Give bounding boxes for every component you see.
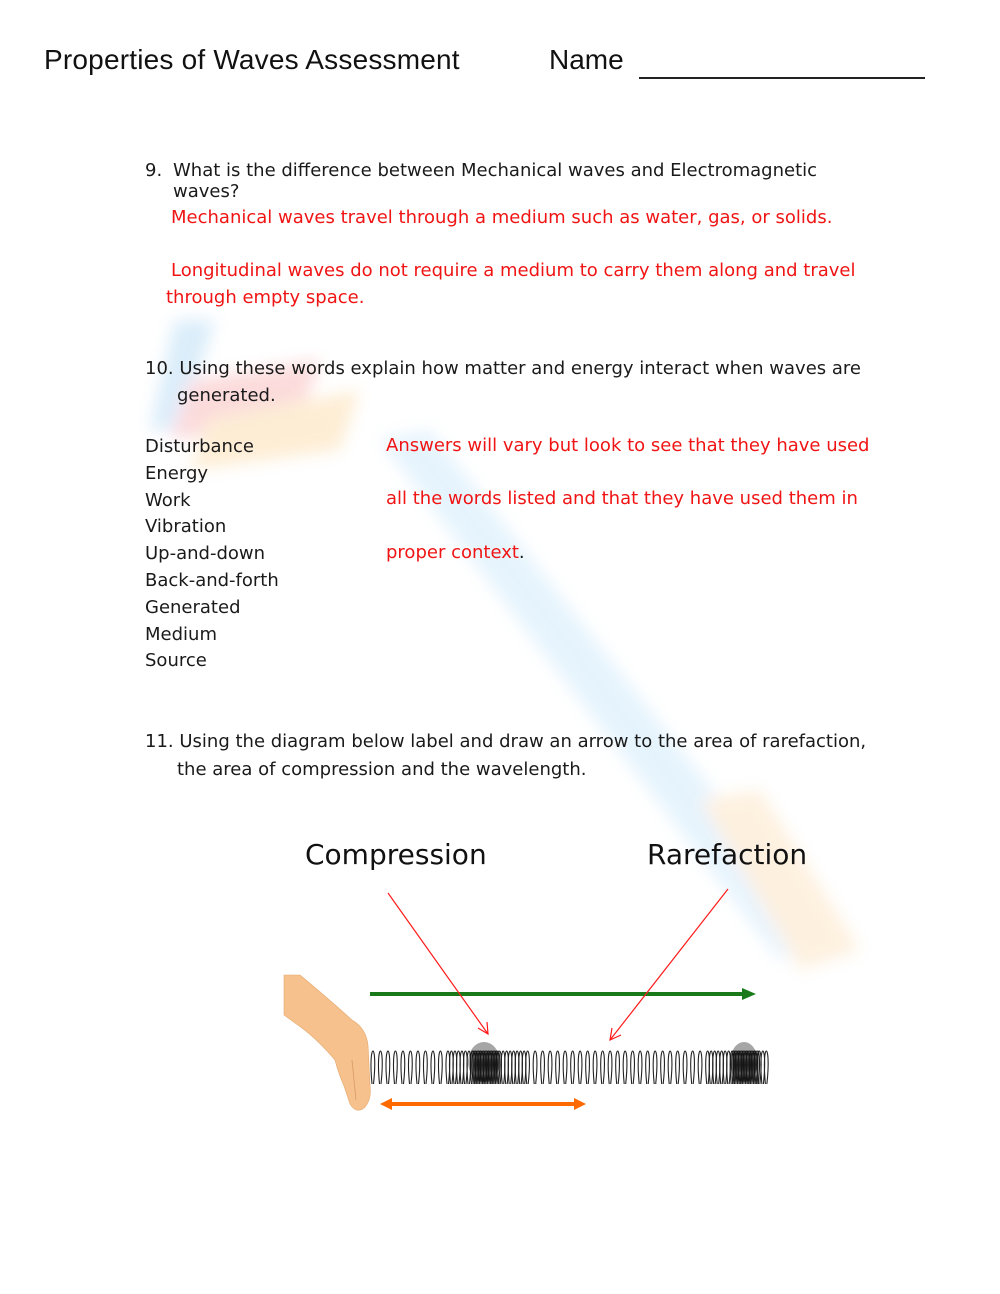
question-text: What is the difference between Mechanical waves and Electromagnetic	[173, 160, 818, 181]
question-number: 11.	[145, 731, 174, 752]
rarefaction-pointer-arrow	[610, 889, 728, 1040]
compression-zone	[730, 1042, 758, 1082]
answer-period: .	[518, 542, 525, 563]
answer-9-line-2: Longitudinal waves do not require a medium to carry them along and travel	[171, 260, 856, 281]
answer-9-line-1: Mechanical waves travel through a medium such as water, gas, or solids.	[171, 207, 833, 228]
word-item: Work	[145, 489, 191, 511]
question-text: Using these words explain how matter and energy interact when waves are	[179, 358, 861, 379]
word-item: Medium	[145, 623, 217, 645]
word-item: Energy	[145, 462, 209, 484]
compression-zone	[468, 1042, 500, 1082]
word-item: Vibration	[145, 516, 227, 538]
word-item: Disturbance	[145, 436, 254, 457]
question-text-continued: generated.	[177, 385, 276, 406]
question-number: 9.	[145, 160, 163, 181]
rarefaction-label: Rarefaction	[647, 838, 808, 871]
page-title: Properties of Waves Assessment	[44, 44, 460, 75]
word-item: Source	[145, 650, 207, 672]
question-text: Using the diagram below label and draw an arrow to the area of rarefaction,	[179, 731, 867, 752]
question-text-continued: waves?	[173, 181, 240, 202]
question-number: 10.	[145, 358, 174, 379]
word-item: Back-and-forth	[145, 569, 279, 591]
word-item: Up-and-down	[145, 543, 266, 565]
answer-10-line-3-text: proper context	[386, 542, 519, 563]
hand-icon	[284, 975, 370, 1110]
slinky-spring	[371, 1051, 768, 1084]
answer-9-line-3: through empty space.	[166, 287, 365, 308]
question-text-continued: the area of compression and the wavelength.	[177, 759, 587, 780]
compression-label: Compression	[305, 838, 487, 871]
name-label: Name	[549, 44, 624, 75]
wave-direction-arrow	[370, 988, 756, 1000]
compression-pointer-arrow	[388, 893, 488, 1034]
word-item: Generated	[145, 596, 241, 618]
answer-10-line-1: Answers will vary but look to see that they have used	[386, 435, 870, 456]
answer-10-line-2: all the words listed and that they have used them in	[386, 488, 858, 509]
wavelength-arrow	[380, 1098, 586, 1110]
